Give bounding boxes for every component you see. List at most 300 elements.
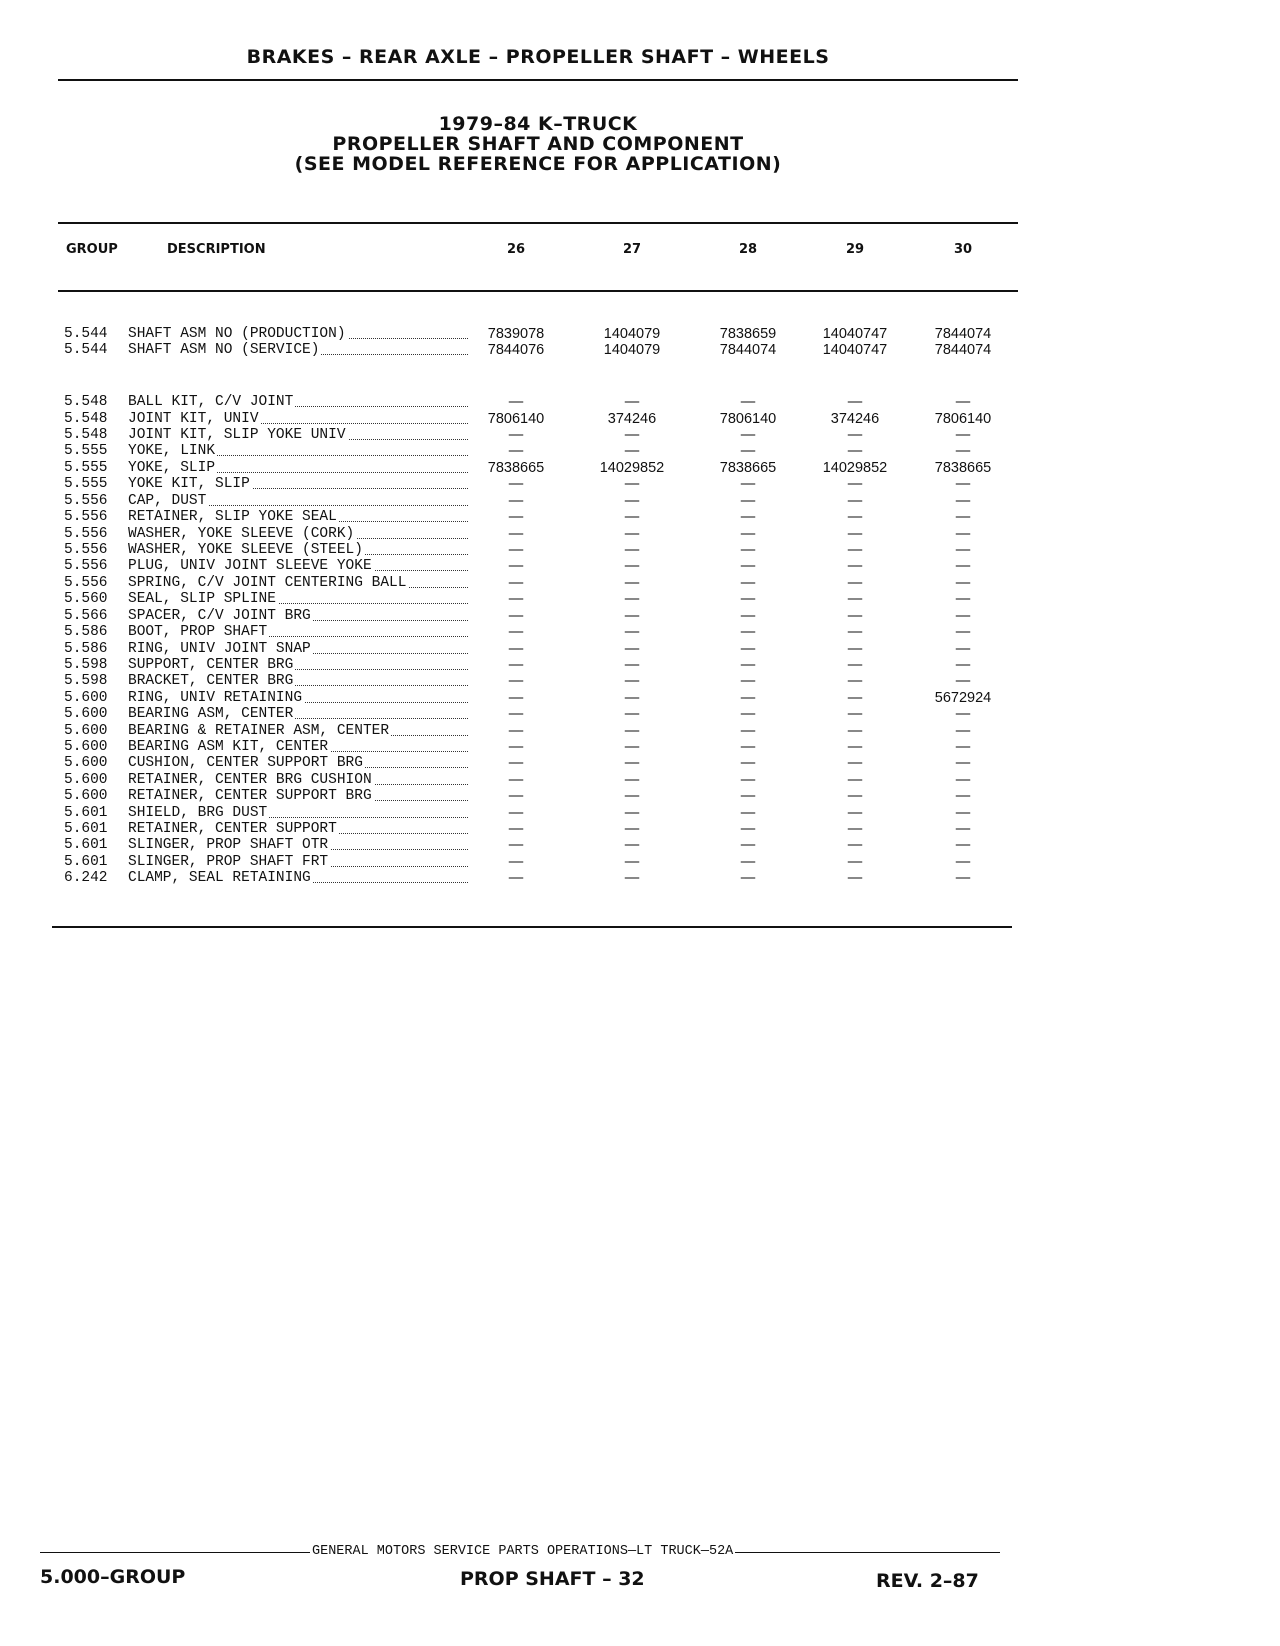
row-group-number: 5.601 xyxy=(64,837,108,853)
part-number-cell: 1404079 xyxy=(603,342,661,358)
table-row xyxy=(0,526,1280,542)
part-number-cell: 1404079 xyxy=(603,326,661,342)
part-number-cell: — xyxy=(740,657,756,673)
part-number-cell: — xyxy=(740,608,756,624)
footer-group: 5.000–GROUP xyxy=(40,1566,186,1588)
row-description-cell xyxy=(128,723,468,739)
row-description-cell xyxy=(128,526,468,542)
row-group-number: 5.600 xyxy=(64,690,108,706)
part-number-cell: — xyxy=(740,837,756,853)
row-group-number: 5.556 xyxy=(64,526,108,542)
part-number-cell: — xyxy=(508,870,524,886)
part-number-cell: — xyxy=(624,624,640,640)
table-row xyxy=(0,739,1280,755)
part-number-cell: — xyxy=(847,805,863,821)
part-number-cell: — xyxy=(740,870,756,886)
part-number-cell: — xyxy=(508,575,524,591)
column-header-model: 27 xyxy=(622,242,642,257)
row-description: SHIELD, BRG DUST xyxy=(128,805,268,821)
part-number-cell: — xyxy=(508,608,524,624)
row-description: SHAFT ASM NO (SERVICE) xyxy=(128,342,320,358)
table-header-rule xyxy=(58,290,1018,292)
column-header-row xyxy=(0,242,1280,262)
part-number-cell: — xyxy=(847,558,863,574)
row-description-cell xyxy=(128,739,468,755)
row-description: YOKE KIT, SLIP xyxy=(128,476,250,492)
part-number-cell: — xyxy=(847,870,863,886)
part-number-cell: — xyxy=(740,772,756,788)
part-number-cell: — xyxy=(847,443,863,459)
part-number-cell: — xyxy=(955,575,971,591)
column-header-group: GROUP xyxy=(66,242,118,257)
part-number-cell: — xyxy=(955,772,971,788)
table-row xyxy=(0,542,1280,558)
row-group-number: 5.600 xyxy=(64,788,108,804)
part-number-cell: — xyxy=(508,673,524,689)
table-row xyxy=(0,755,1280,771)
part-number-cell: — xyxy=(955,526,971,542)
column-header-model: 26 xyxy=(506,242,526,257)
part-number-cell: — xyxy=(847,526,863,542)
part-number-cell: — xyxy=(624,641,640,657)
table-row xyxy=(0,427,1280,443)
row-description-cell xyxy=(128,493,468,509)
table-row xyxy=(0,854,1280,870)
part-number-cell: — xyxy=(955,509,971,525)
row-group-number: 5.555 xyxy=(64,443,108,459)
page-header: BRAKES – REAR AXLE – PROPELLER SHAFT – WHEELS xyxy=(246,46,830,68)
part-number-cell: — xyxy=(847,772,863,788)
part-number-cell: — xyxy=(847,427,863,443)
row-description: JOINT KIT, UNIV xyxy=(128,411,259,427)
part-number-cell: — xyxy=(955,837,971,853)
column-header-model: 29 xyxy=(845,242,865,257)
table-row xyxy=(0,326,1280,342)
row-description-cell xyxy=(128,624,468,640)
footer-publisher-text: GENERAL MOTORS SERVICE PARTS OPERATIONS—LT TRUCK—52A xyxy=(312,1544,734,1559)
row-group-number: 5.548 xyxy=(64,411,108,427)
part-number-cell: — xyxy=(847,476,863,492)
part-number-cell: — xyxy=(624,443,640,459)
title-line-3: (SEE MODEL REFERENCE FOR APPLICATION) xyxy=(294,153,782,175)
row-description: SLINGER, PROP SHAFT OTR xyxy=(128,837,329,853)
part-number-cell: — xyxy=(847,854,863,870)
part-number-cell: — xyxy=(740,509,756,525)
part-number-cell: — xyxy=(624,608,640,624)
row-description: RING, UNIV JOINT SNAP xyxy=(128,641,311,657)
table-row xyxy=(0,837,1280,853)
column-header-model: 28 xyxy=(738,242,758,257)
table-row xyxy=(0,772,1280,788)
part-number-cell: 7844074 xyxy=(719,342,777,358)
part-number-cell: — xyxy=(740,575,756,591)
row-group-number: 5.598 xyxy=(64,673,108,689)
part-number-cell: — xyxy=(624,739,640,755)
part-number-cell: — xyxy=(740,690,756,706)
row-group-number: 5.600 xyxy=(64,706,108,722)
part-number-cell: — xyxy=(508,443,524,459)
part-number-cell: 7806140 xyxy=(934,411,992,427)
part-number-cell: — xyxy=(624,673,640,689)
row-group-number: 5.600 xyxy=(64,755,108,771)
part-number-cell: — xyxy=(508,706,524,722)
part-number-cell: — xyxy=(508,476,524,492)
table-row xyxy=(0,411,1280,427)
row-group-number: 5.586 xyxy=(64,641,108,657)
part-number-cell: — xyxy=(508,755,524,771)
part-number-cell: — xyxy=(847,690,863,706)
part-number-cell: — xyxy=(508,821,524,837)
part-number-cell: — xyxy=(508,558,524,574)
part-number-cell: — xyxy=(624,837,640,853)
part-number-cell: — xyxy=(955,657,971,673)
row-description-cell xyxy=(128,805,468,821)
part-number-cell: — xyxy=(624,509,640,525)
row-description: JOINT KIT, SLIP YOKE UNIV xyxy=(128,427,346,443)
row-description: BEARING ASM KIT, CENTER xyxy=(128,739,329,755)
part-number-cell: — xyxy=(740,427,756,443)
part-number-cell: — xyxy=(740,739,756,755)
row-description: RING, UNIV RETAINING xyxy=(128,690,303,706)
part-number-cell: 7838665 xyxy=(487,460,545,476)
part-number-cell: — xyxy=(955,854,971,870)
part-number-cell: — xyxy=(847,739,863,755)
part-number-cell: — xyxy=(508,542,524,558)
column-header-model: 30 xyxy=(953,242,973,257)
part-number-cell: — xyxy=(624,788,640,804)
row-description-cell xyxy=(128,476,468,492)
part-number-cell: — xyxy=(847,821,863,837)
part-number-cell: — xyxy=(955,427,971,443)
part-number-cell: — xyxy=(955,673,971,689)
part-number-cell: — xyxy=(740,591,756,607)
table-row xyxy=(0,558,1280,574)
table-row xyxy=(0,624,1280,640)
table-row xyxy=(0,870,1280,886)
row-description-cell xyxy=(128,821,468,837)
part-number-cell: — xyxy=(740,788,756,804)
part-number-cell: — xyxy=(847,509,863,525)
part-number-cell: — xyxy=(508,723,524,739)
part-number-cell: — xyxy=(508,526,524,542)
header-rule xyxy=(58,79,1018,81)
row-group-number: 5.600 xyxy=(64,723,108,739)
part-number-cell: — xyxy=(508,591,524,607)
part-number-cell: — xyxy=(508,788,524,804)
row-description-cell xyxy=(128,706,468,722)
row-description-cell xyxy=(128,690,468,706)
table-bottom-rule xyxy=(52,926,1012,928)
row-description-cell xyxy=(128,591,468,607)
part-number-cell: — xyxy=(955,755,971,771)
part-number-cell: — xyxy=(955,476,971,492)
part-number-cell: — xyxy=(955,493,971,509)
row-description-cell xyxy=(128,427,468,443)
part-number-cell: — xyxy=(955,443,971,459)
table-row xyxy=(0,509,1280,525)
table-row xyxy=(0,394,1280,410)
part-number-cell: — xyxy=(740,755,756,771)
table-row xyxy=(0,706,1280,722)
part-number-cell: — xyxy=(740,443,756,459)
part-number-cell: 7844074 xyxy=(934,342,992,358)
title-block xyxy=(58,114,1018,174)
part-number-cell: — xyxy=(955,558,971,574)
part-number-cell: — xyxy=(508,854,524,870)
row-description: SHAFT ASM NO (PRODUCTION) xyxy=(128,326,346,342)
part-number-cell: 7806140 xyxy=(487,411,545,427)
row-group-number: 5.556 xyxy=(64,509,108,525)
part-number-cell: — xyxy=(508,690,524,706)
part-number-cell: — xyxy=(740,542,756,558)
part-number-cell: — xyxy=(955,821,971,837)
part-number-cell: — xyxy=(624,690,640,706)
row-description: YOKE, LINK xyxy=(128,443,216,459)
table-row xyxy=(0,591,1280,607)
part-number-cell: — xyxy=(624,854,640,870)
table-row xyxy=(0,493,1280,509)
row-description: SPRING, C/V JOINT CENTERING BALL xyxy=(128,575,407,591)
part-number-cell: 7838665 xyxy=(719,460,777,476)
row-description: SEAL, SLIP SPLINE xyxy=(128,591,276,607)
title-line-2: PROPELLER SHAFT AND COMPONENT xyxy=(332,133,744,155)
part-number-cell: 7839078 xyxy=(487,326,545,342)
row-description-cell xyxy=(128,641,468,657)
table-row xyxy=(0,657,1280,673)
part-number-cell: — xyxy=(624,755,640,771)
row-description: RETAINER, CENTER SUPPORT xyxy=(128,821,337,837)
row-group-number: 5.555 xyxy=(64,460,108,476)
row-description: PLUG, UNIV JOINT SLEEVE YOKE xyxy=(128,558,372,574)
table-top-rule xyxy=(58,222,1018,224)
table-row xyxy=(0,690,1280,706)
part-number-cell: — xyxy=(955,641,971,657)
row-group-number: 5.556 xyxy=(64,558,108,574)
part-number-cell: — xyxy=(955,739,971,755)
row-description-cell xyxy=(128,542,468,558)
row-description-cell xyxy=(128,460,468,476)
part-number-cell: — xyxy=(847,788,863,804)
part-number-cell: — xyxy=(740,558,756,574)
row-group-number: 5.566 xyxy=(64,608,108,624)
part-number-cell: — xyxy=(740,673,756,689)
part-number-cell: — xyxy=(847,723,863,739)
part-number-cell: — xyxy=(847,608,863,624)
part-number-cell: — xyxy=(624,805,640,821)
part-number-cell: — xyxy=(508,739,524,755)
part-number-cell: — xyxy=(740,526,756,542)
part-number-cell: 7844076 xyxy=(487,342,545,358)
part-number-cell: — xyxy=(847,837,863,853)
part-number-cell: — xyxy=(955,805,971,821)
table-row xyxy=(0,723,1280,739)
row-description-cell xyxy=(128,509,468,525)
part-number-cell: — xyxy=(508,772,524,788)
part-number-cell: — xyxy=(624,476,640,492)
row-group-number: 6.242 xyxy=(64,870,108,886)
row-description: CUSHION, CENTER SUPPORT BRG xyxy=(128,755,363,771)
part-number-cell: — xyxy=(740,624,756,640)
row-description-cell xyxy=(128,608,468,624)
part-number-cell: — xyxy=(955,624,971,640)
footer-page-number: PROP SHAFT – 32 xyxy=(460,1568,645,1590)
part-number-cell: — xyxy=(847,591,863,607)
part-number-cell: — xyxy=(847,706,863,722)
part-number-cell: — xyxy=(847,673,863,689)
part-number-cell: — xyxy=(624,870,640,886)
row-group-number: 5.586 xyxy=(64,624,108,640)
row-group-number: 5.544 xyxy=(64,342,108,358)
part-number-cell: — xyxy=(624,591,640,607)
part-number-cell: — xyxy=(624,657,640,673)
part-number-cell: 7838665 xyxy=(934,460,992,476)
part-number-cell: — xyxy=(955,608,971,624)
row-description-cell xyxy=(128,394,468,410)
part-number-cell: — xyxy=(955,706,971,722)
part-number-cell: — xyxy=(508,624,524,640)
row-group-number: 5.598 xyxy=(64,657,108,673)
part-number-cell: — xyxy=(740,805,756,821)
part-number-cell: — xyxy=(740,821,756,837)
part-number-cell: — xyxy=(508,509,524,525)
table-row xyxy=(0,805,1280,821)
part-number-cell: — xyxy=(740,706,756,722)
part-number-cell: 14029852 xyxy=(599,460,665,476)
part-number-cell: — xyxy=(955,723,971,739)
part-number-cell: — xyxy=(508,641,524,657)
row-group-number: 5.548 xyxy=(64,427,108,443)
row-group-number: 5.544 xyxy=(64,326,108,342)
title-line-1: 1979–84 K–TRUCK xyxy=(438,113,638,135)
row-description: SUPPORT, CENTER BRG xyxy=(128,657,294,673)
row-description-cell xyxy=(128,870,468,886)
footer-revision: REV. 2–87 xyxy=(876,1570,979,1592)
row-description: BEARING & RETAINER ASM, CENTER xyxy=(128,723,390,739)
part-number-cell: — xyxy=(740,493,756,509)
part-number-cell: — xyxy=(847,575,863,591)
part-number-cell: 7838659 xyxy=(719,326,777,342)
part-number-cell: — xyxy=(847,493,863,509)
row-description-cell xyxy=(128,342,468,358)
row-description-cell xyxy=(128,854,468,870)
part-number-cell: — xyxy=(624,427,640,443)
table-row xyxy=(0,575,1280,591)
part-number-cell: — xyxy=(740,641,756,657)
table-row xyxy=(0,788,1280,804)
row-group-number: 5.601 xyxy=(64,854,108,870)
part-number-cell: 374246 xyxy=(607,411,657,427)
row-description-cell xyxy=(128,558,468,574)
part-number-cell: — xyxy=(508,493,524,509)
part-number-cell: — xyxy=(847,394,863,410)
part-number-cell: — xyxy=(847,755,863,771)
part-number-cell: 5672924 xyxy=(934,690,992,706)
row-description-cell xyxy=(128,837,468,853)
part-number-cell: — xyxy=(624,723,640,739)
row-description-cell xyxy=(128,772,468,788)
part-number-cell: — xyxy=(955,591,971,607)
part-number-cell: — xyxy=(508,394,524,410)
table-row xyxy=(0,641,1280,657)
table-row xyxy=(0,460,1280,476)
part-number-cell: — xyxy=(624,821,640,837)
part-number-cell: — xyxy=(624,493,640,509)
table-row xyxy=(0,342,1280,358)
part-number-cell: — xyxy=(508,805,524,821)
row-group-number: 5.555 xyxy=(64,476,108,492)
row-description: WASHER, YOKE SLEEVE (CORK) xyxy=(128,526,355,542)
row-description-cell xyxy=(128,326,468,342)
part-number-cell: 7844074 xyxy=(934,326,992,342)
row-description: SPACER, C/V JOINT BRG xyxy=(128,608,311,624)
row-description: CLAMP, SEAL RETAINING xyxy=(128,870,311,886)
part-number-cell: — xyxy=(847,657,863,673)
part-number-cell: 14040747 xyxy=(822,326,888,342)
part-number-cell: — xyxy=(847,542,863,558)
row-description: RETAINER, CENTER BRG CUSHION xyxy=(128,772,372,788)
table-row xyxy=(0,821,1280,837)
part-number-cell: 14029852 xyxy=(822,460,888,476)
part-number-cell: — xyxy=(508,837,524,853)
part-number-cell: — xyxy=(624,542,640,558)
table-row xyxy=(0,476,1280,492)
row-description: BRACKET, CENTER BRG xyxy=(128,673,294,689)
part-number-cell: — xyxy=(740,394,756,410)
part-number-cell: — xyxy=(847,641,863,657)
row-description: RETAINER, SLIP YOKE SEAL xyxy=(128,509,337,525)
part-number-cell: — xyxy=(624,394,640,410)
row-group-number: 5.556 xyxy=(64,575,108,591)
part-number-cell: 374246 xyxy=(830,411,880,427)
row-description-cell xyxy=(128,443,468,459)
part-number-cell: — xyxy=(740,723,756,739)
row-description: BOOT, PROP SHAFT xyxy=(128,624,268,640)
row-description: YOKE, SLIP xyxy=(128,460,216,476)
row-group-number: 5.600 xyxy=(64,739,108,755)
row-group-number: 5.601 xyxy=(64,821,108,837)
table-row xyxy=(0,608,1280,624)
column-header-description: DESCRIPTION xyxy=(167,242,266,257)
part-number-cell: 7806140 xyxy=(719,411,777,427)
row-description-cell xyxy=(128,575,468,591)
part-number-cell: — xyxy=(624,575,640,591)
row-description: BALL KIT, C/V JOINT xyxy=(128,394,294,410)
footer-publisher-line xyxy=(40,1544,1000,1560)
part-number-cell: — xyxy=(955,394,971,410)
row-group-number: 5.600 xyxy=(64,772,108,788)
row-group-number: 5.548 xyxy=(64,394,108,410)
row-description-cell xyxy=(128,788,468,804)
row-description: RETAINER, CENTER SUPPORT BRG xyxy=(128,788,372,804)
row-description-cell xyxy=(128,411,468,427)
row-description: SLINGER, PROP SHAFT FRT xyxy=(128,854,329,870)
part-number-cell: — xyxy=(955,542,971,558)
part-number-cell: — xyxy=(624,706,640,722)
part-number-cell: — xyxy=(955,870,971,886)
row-group-number: 5.601 xyxy=(64,805,108,821)
part-number-cell: — xyxy=(847,624,863,640)
row-group-number: 5.556 xyxy=(64,542,108,558)
row-description: CAP, DUST xyxy=(128,493,207,509)
part-number-cell: — xyxy=(624,526,640,542)
table-row xyxy=(0,443,1280,459)
part-number-cell: — xyxy=(508,657,524,673)
row-description-cell xyxy=(128,673,468,689)
table-row xyxy=(0,673,1280,689)
part-number-cell: — xyxy=(624,772,640,788)
part-number-cell: — xyxy=(955,788,971,804)
row-description-cell xyxy=(128,755,468,771)
